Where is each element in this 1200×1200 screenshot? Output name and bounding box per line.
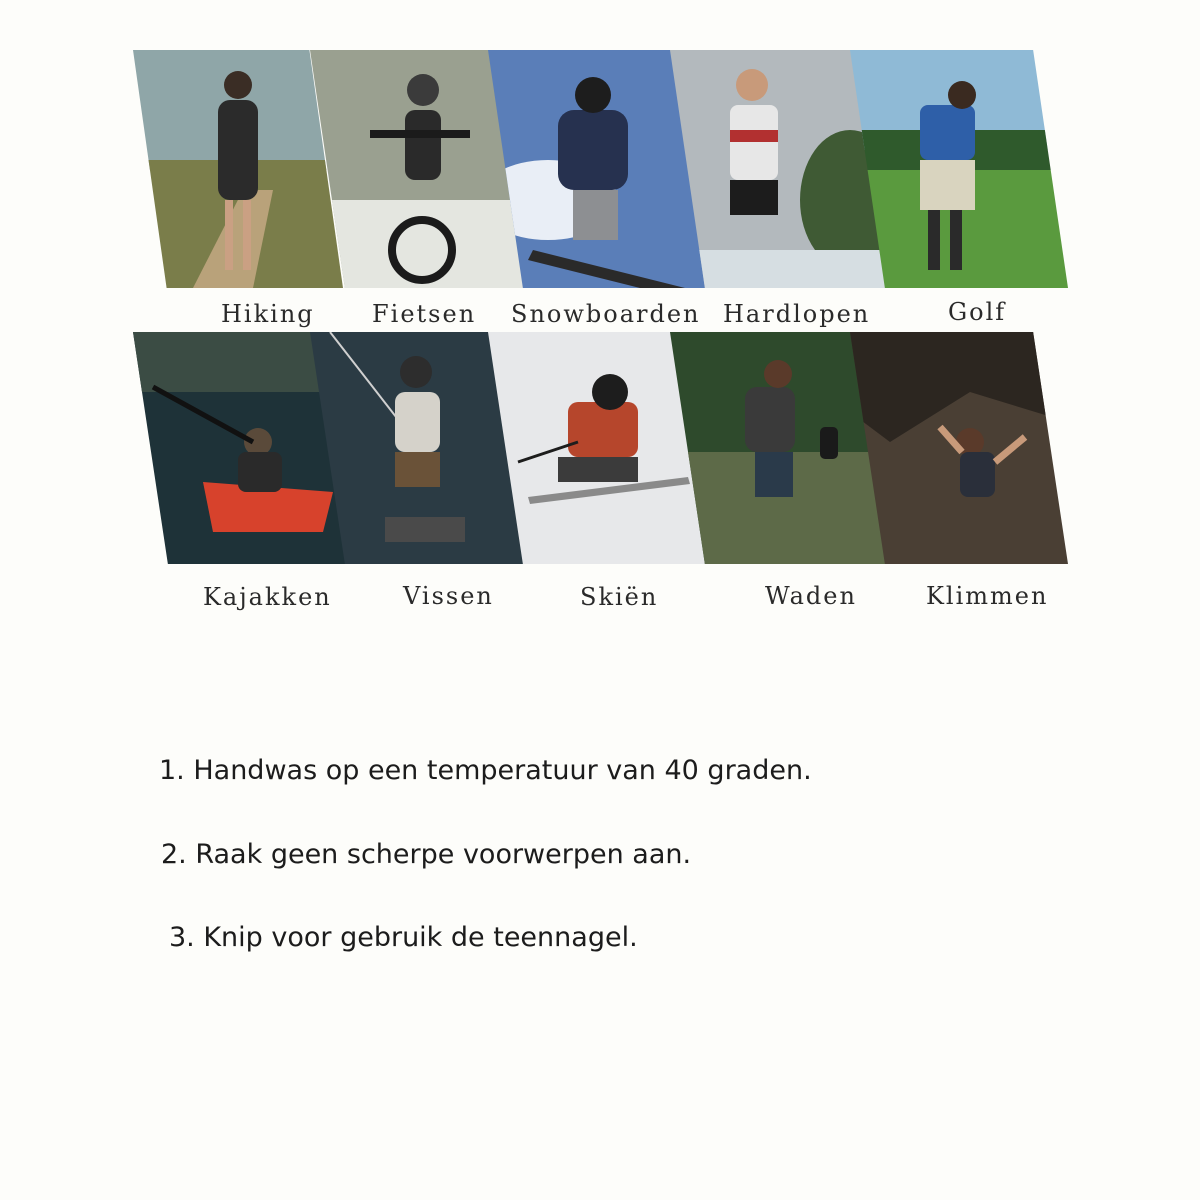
activity-label-waden: Waden [765, 582, 857, 610]
activity-photo-skien [488, 332, 706, 564]
activity-label-snowboarden: Snowboarden [511, 300, 701, 328]
activity-photo-snowboarden [488, 50, 706, 288]
instruction-item-1: 1. Handwas op een temperatuur van 40 graden. [159, 755, 812, 786]
golfer-photo-icon [850, 50, 1068, 288]
activity-photo-klimmen [850, 332, 1068, 564]
activity-label-fietsen: Fietsen [372, 300, 477, 328]
activity-label-golf: Golf [948, 298, 1007, 326]
skier-photo-icon [488, 332, 706, 564]
activity-label-vissen: Vissen [403, 582, 494, 610]
instruction-item-3: 3. Knip voor gebruik de teennagel. [169, 922, 638, 953]
activity-label-hiking: Hiking [221, 300, 315, 328]
snowboarder-photo-icon [488, 50, 706, 288]
activity-label-kajakken: Kajakken [203, 583, 332, 611]
activity-label-skien: Skiën [580, 583, 659, 611]
activity-label-klimmen: Klimmen [926, 582, 1049, 610]
activity-photo-golf [850, 50, 1068, 288]
activity-photo-hiking [133, 50, 343, 288]
hiker-photo-icon [133, 50, 343, 288]
instruction-item-2: 2. Raak geen scherpe voorwerpen aan. [161, 839, 692, 870]
climber-photo-icon [850, 332, 1068, 564]
activity-label-hardlopen: Hardlopen [723, 300, 871, 328]
